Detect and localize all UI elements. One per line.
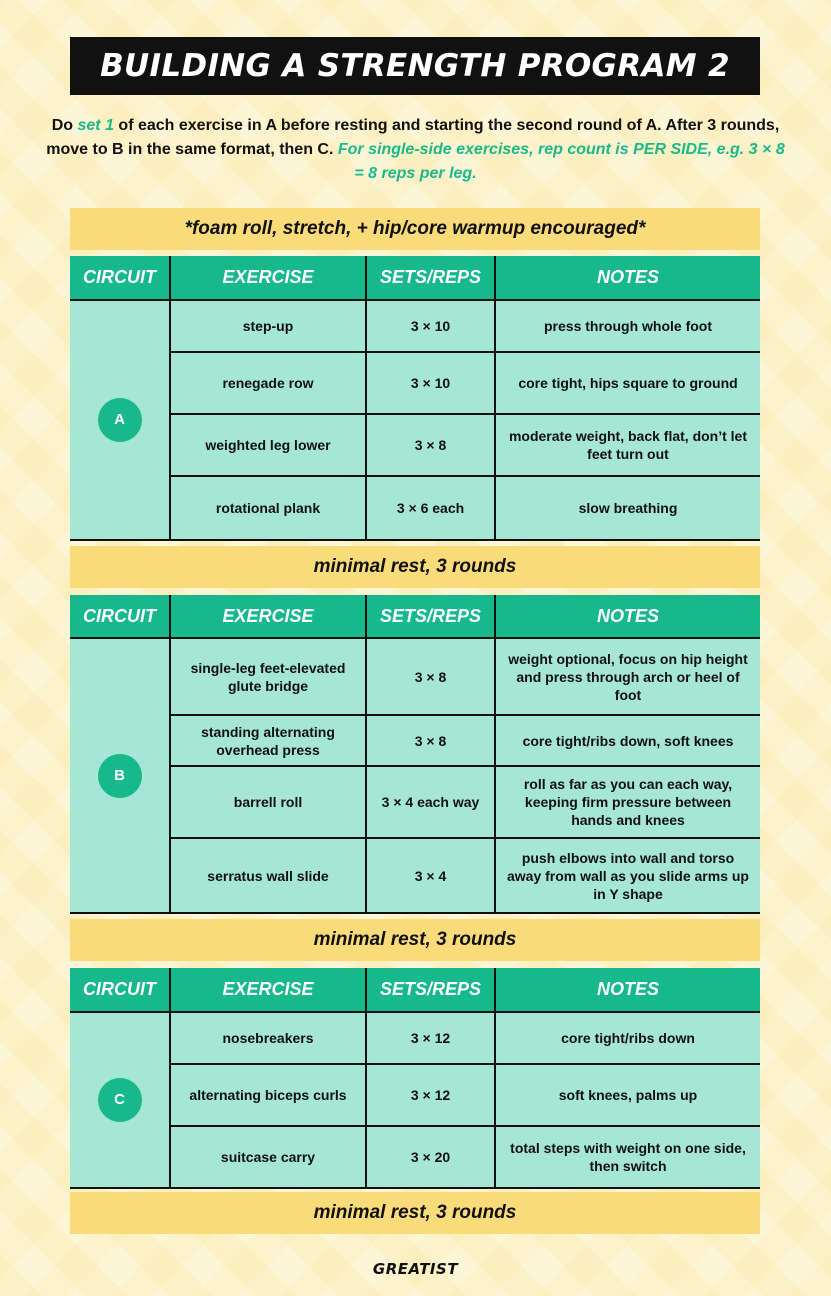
notes-cell: roll as far as you can each way, keeping firm pressure between hands and knees xyxy=(495,766,760,838)
table-row xyxy=(70,476,760,540)
sets-cell: 3 × 6 each xyxy=(366,476,495,540)
table-row xyxy=(70,1126,760,1188)
circuit-badge-c: C xyxy=(98,1078,142,1122)
exercise-cell: nosebreakers xyxy=(170,1012,366,1064)
header-notes: NOTES xyxy=(495,595,760,638)
notes-cell: press through whole foot xyxy=(495,300,760,352)
circuit-a-table xyxy=(70,256,760,541)
notes-cell: core tight/ribs down, soft knees xyxy=(495,715,760,766)
rest-banner-c: minimal rest, 3 rounds xyxy=(70,1192,760,1234)
intro-single-side-note: For single-side exercises, rep count is PER SIDE, e.g. 3 × 8 = 8 reps per leg. xyxy=(337,141,785,182)
exercise-cell: single-leg feet-elevated glute bridge xyxy=(170,638,366,715)
warmup-banner: *foam roll, stretch, + hip/core warmup encouraged* xyxy=(70,208,760,250)
exercise-cell: barrell roll xyxy=(170,766,366,838)
header-notes: NOTES xyxy=(495,968,760,1012)
sets-cell: 3 × 4 xyxy=(366,838,495,913)
exercise-cell: step-up xyxy=(170,300,366,352)
table-row xyxy=(70,1012,760,1064)
table-row xyxy=(70,352,760,414)
greatist-logo: GREATIST xyxy=(372,1260,459,1278)
exercise-cell: weighted leg lower xyxy=(170,414,366,476)
page-title: BUILDING A STRENGTH PROGRAM 2 xyxy=(70,37,760,95)
sets-cell: 3 × 10 xyxy=(366,352,495,414)
sets-cell: 3 × 10 xyxy=(366,300,495,352)
header-sets: SETS/REPS xyxy=(366,256,495,300)
intro-part-2: of each exercise in A before resting and starting the second round of A. After 3 rounds, move to B in the same format, then C. xyxy=(46,117,780,158)
intro-set1-highlight: set 1 xyxy=(77,117,114,134)
table-row xyxy=(70,766,760,838)
notes-cell: moderate weight, back flat, don’t let feet turn out xyxy=(495,414,760,476)
table-row xyxy=(70,414,760,476)
intro-part-1: Do xyxy=(51,117,78,134)
notes-cell: soft knees, palms up xyxy=(495,1064,760,1126)
header-sets: SETS/REPS xyxy=(366,595,495,638)
header-exercise: EXERCISE xyxy=(170,256,366,300)
sets-cell: 3 × 4 each way xyxy=(366,766,495,838)
table-row xyxy=(70,638,760,715)
table-row xyxy=(70,838,760,913)
exercise-cell: renegade row xyxy=(170,352,366,414)
intro-text xyxy=(40,114,791,186)
circuit-cell xyxy=(70,638,170,913)
sets-cell: 3 × 8 xyxy=(366,715,495,766)
notes-cell: slow breathing xyxy=(495,476,760,540)
rest-banner-a: minimal rest, 3 rounds xyxy=(70,546,760,588)
sets-cell: 3 × 12 xyxy=(366,1012,495,1064)
notes-cell: weight optional, focus on hip height and press through arch or heel of foot xyxy=(495,638,760,715)
sets-cell: 3 × 12 xyxy=(366,1064,495,1126)
exercise-cell: rotational plank xyxy=(170,476,366,540)
sets-cell: 3 × 8 xyxy=(366,638,495,715)
exercise-cell: suitcase carry xyxy=(170,1126,366,1188)
header-notes: NOTES xyxy=(495,256,760,300)
exercise-cell: serratus wall slide xyxy=(170,838,366,913)
header-circuit: CIRCUIT xyxy=(70,256,170,300)
circuit-cell xyxy=(70,1012,170,1188)
circuit-c-table xyxy=(70,968,760,1189)
circuit-badge-b: B xyxy=(98,754,142,798)
circuit-cell xyxy=(70,300,170,540)
notes-cell: core tight/ribs down xyxy=(495,1012,760,1064)
sets-cell: 3 × 20 xyxy=(366,1126,495,1188)
table-row xyxy=(70,1064,760,1126)
notes-cell: total steps with weight on one side, then switch xyxy=(495,1126,760,1188)
rest-banner-b: minimal rest, 3 rounds xyxy=(70,919,760,961)
exercise-cell: alternating biceps curls xyxy=(170,1064,366,1126)
notes-cell: push elbows into wall and torso away from wall as you slide arms up in Y shape xyxy=(495,838,760,913)
header-sets: SETS/REPS xyxy=(366,968,495,1012)
sets-cell: 3 × 8 xyxy=(366,414,495,476)
header-exercise: EXERCISE xyxy=(170,968,366,1012)
table-row xyxy=(70,715,760,766)
circuit-badge-a: A xyxy=(98,398,142,442)
notes-cell: core tight, hips square to ground xyxy=(495,352,760,414)
header-circuit: CIRCUIT xyxy=(70,968,170,1012)
table-row xyxy=(70,300,760,352)
circuit-b-table xyxy=(70,595,760,914)
exercise-cell: standing alternating overhead press xyxy=(170,715,366,766)
header-circuit: CIRCUIT xyxy=(70,595,170,638)
header-exercise: EXERCISE xyxy=(170,595,366,638)
